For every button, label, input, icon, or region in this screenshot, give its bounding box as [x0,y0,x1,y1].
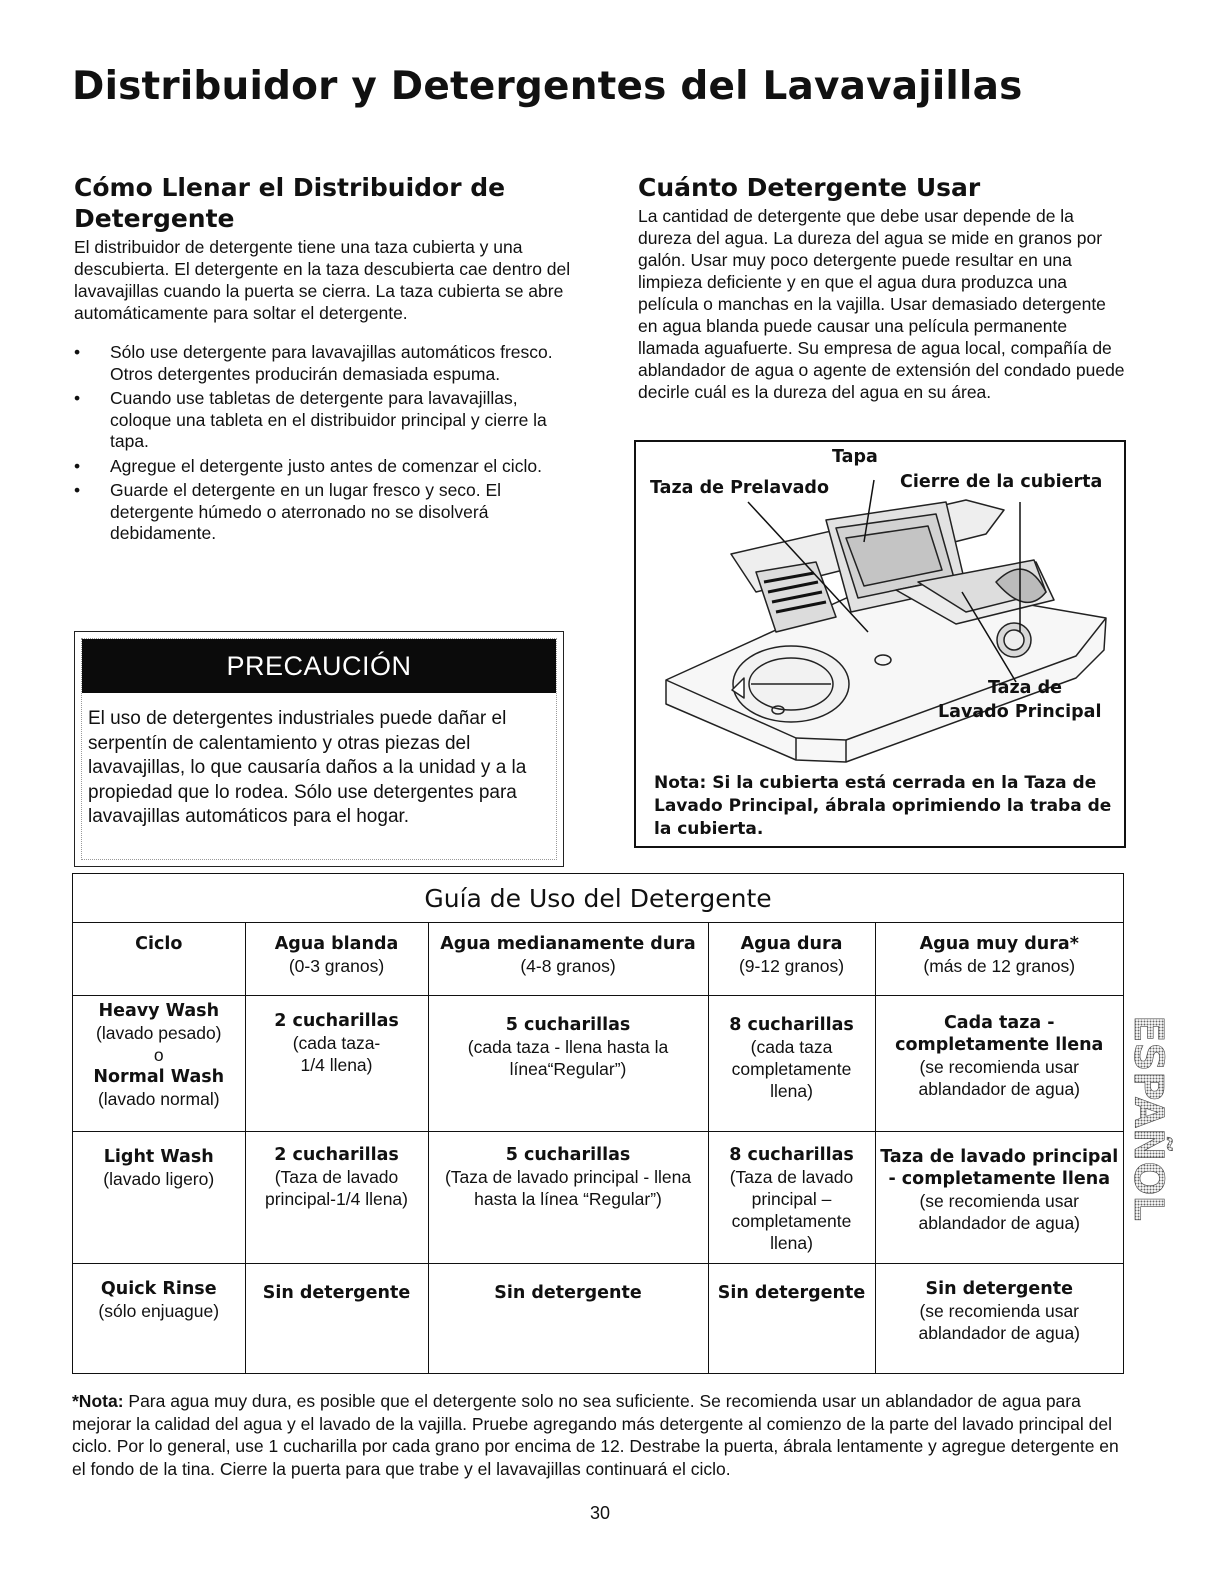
amount-cell [708,1263,875,1373]
header-main: Agua blanda [274,934,399,954]
cycle-desc: (lavado ligero) [103,1168,215,1189]
figure-note: Nota: Si la cubierta está cerrada en la Taza de Lavado Principal, ábrala oprimiendo la traba de la cubierta. [654,773,1112,839]
amount-main: 8 cucharillas [729,1014,854,1035]
caution-header: PRECAUCIÓN [82,639,556,693]
footnote-text: Para agua muy dura, es posible que el detergente solo no sea suficiente. Se recomienda usar un ablandador de agua para mejorar la calidad del agua y el lavado de la vajilla. Pruebe agregando más detergente al comienzo de la parte del lavado principal del ciclo. Por lo general, use 1 cucharilla por cada grano por encima de 12. Destrabe la puerta, ábrala lentamente y agregue detergente en el fondo de la tina. Cierre la puerta para que trabe y el lavavajillas continuará el ciclo. [72,1391,1119,1479]
amount-main: Sin detergente [262,1282,411,1303]
bullet-item [74,456,574,478]
bullet-item [74,342,574,385]
label-cierre: Cierre de la cubierta [900,472,1103,492]
cycle-cell [73,1131,245,1263]
amount-main: 2 cucharillas [274,1010,399,1031]
amount-cell [245,995,428,1131]
cycle-cell [73,1263,245,1373]
header-cell [428,923,708,995]
bullet-dot: • [74,480,81,500]
cycle-name: Quick Rinse [100,1278,217,1299]
label-prelavado: Taza de Prelavado [650,478,829,498]
amount-main: Sin detergente [494,1282,642,1303]
amount-cell [875,1263,1123,1373]
how-much-section [638,172,1128,403]
header-sub: (9-12 granos) [738,956,845,976]
page-title: Distribuidor y Detergentes del Lavavajillas [72,64,1023,109]
amount-cell [428,1131,708,1263]
amount-cell [708,995,875,1131]
amount-cell [428,1263,708,1373]
fill-dispenser-heading [74,172,574,234]
caution-text: El uso de detergentes industriales puede dañar el serpentín de calentamiento y otras piezas del lavavajillas, lo que causaría daños a la unidad y a la propiedad que lo rodea. Sólo use detergentes para lavavajillas automáticos para el hogar. [88,708,527,827]
label-taza-de: Taza de [988,678,1062,698]
cycle-name: Heavy Wash [98,1000,220,1021]
fill-dispenser-heading-line1: Cómo Llenar el Distribuidor de [74,173,506,202]
footnote-label: *Nota: [72,1391,124,1411]
header-sub: (4-8 granos) [520,956,616,976]
amount-sub: (se recomienda usar ablandador de agua) [918,1056,1081,1099]
side-tab-text: ESPAÑOL [1125,1015,1171,1221]
amount-main: Sin detergente [925,1278,1073,1299]
footnote [72,1390,1132,1480]
how-much-heading: Cuánto Detergente Usar [638,173,981,202]
header-main: Agua medianamente dura [440,934,696,954]
fill-dispenser-bullets [74,342,574,545]
table-row [73,995,1123,1131]
amount-main: Taza de lavado principal - completamente llena [880,1146,1119,1189]
cycle-desc: (lavado normal) [97,1088,220,1109]
header-cell [245,923,428,995]
cycle-desc: (sólo enjuague) [98,1300,220,1321]
cycle-name: Normal Wash [93,1066,225,1087]
table-header-row [73,923,1123,995]
bullet-item [74,480,574,545]
amount-cell [428,995,708,1131]
amount-sub: (cada taza - llena hasta la línea“Regular”) [467,1036,669,1079]
fill-dispenser-heading-line2: Detergente [74,204,235,233]
cycle-or: o [153,1044,164,1065]
bullet-text: Sólo use detergente para lavavajillas automáticos fresco. Otros detergentes producirán demasiada espuma. [110,342,553,384]
cycle-cell [73,995,245,1131]
fill-dispenser-intro: El distribuidor de detergente tiene una taza cubierta y una descubierta. El detergente en la taza descubierta cae dentro del lavavajillas cuando la puerta se cierra. La taza cubierta se abre automáticamente para soltar el detergente. [74,237,571,323]
label-lavado-principal: Lavado Principal [938,702,1102,722]
bullet-dot: • [74,388,81,408]
page-number: 30 [589,1503,611,1523]
amount-cell [245,1131,428,1263]
amount-main: 8 cucharillas [729,1144,854,1165]
header-sub: (0-3 granos) [288,956,385,976]
caution-box [74,631,564,867]
language-side-tab [1125,998,1171,1238]
caution-inner [81,638,557,860]
amount-main: 5 cucharillas [505,1014,631,1035]
bullet-text: Agregue el detergente justo antes de comenzar el ciclo. [110,455,542,476]
how-much-text: La cantidad de detergente que debe usar depende de la dureza del agua. La dureza del agua se mide en granos por galón. Usar muy poco detergente puede resultar en una limpieza deficiente y en que el agua dura produzca una película o manchas en la vajilla. Usar demasiado detergente en agua blanda puede causar una película permanente llamada aguafuerte. Su empresa de agua local, compañía de ablandador de agua o agente de extensión del condado puede decirle cuál es la dureza del agua en su área. [638,206,1125,402]
amount-main: 2 cucharillas [274,1144,399,1165]
amount-main: Cada taza - completamente llena [895,1012,1104,1055]
amount-cell [875,1131,1123,1263]
cycle-desc: (lavado pesado) [96,1022,222,1043]
amount-sub: (Taza de lavado principal - llena hasta la línea “Regular”) [444,1166,692,1209]
bullet-text: Cuando use tabletas de detergente para lavavajillas, coloque una tableta en el distribuidor principal y cierre la tapa. [110,388,547,451]
amount-main: Sin detergente [717,1282,866,1303]
cycle-name: Light Wash [103,1146,214,1167]
amount-sub: (cada taza- 1/4 llena) [292,1032,381,1075]
header-main: Agua muy dura* [919,934,1079,954]
bullet-dot: • [74,455,81,476]
amount-sub: (cada taza completamente llena) [731,1036,852,1101]
bullet-item [74,388,574,453]
header-cell [73,923,245,995]
header-cell [875,923,1123,995]
guide-title: Guía de Uso del Detergente [73,874,1123,923]
fill-dispenser-section [74,172,574,548]
amount-cell [708,1131,875,1263]
amount-sub: (se recomienda usar ablandador de agua) [918,1190,1081,1233]
bullet-text: Guarde el detergente en un lugar fresco y seco. El detergente húmedo o aterronado no se disolverá debidamente. [110,480,502,543]
table-row [73,1131,1123,1263]
guide-table [73,923,1123,1373]
header-sub: (más de 12 granos) [923,956,1076,976]
bullet-dot: • [74,342,81,362]
header-cell [708,923,875,995]
detergent-guide [72,873,1124,1374]
amount-cell [875,995,1123,1131]
header-main: Agua dura [740,934,843,954]
amount-sub: (Taza de lavado principal – completamente llena) [729,1166,854,1253]
amount-main: 5 cucharillas [505,1144,631,1165]
dispenser-figure [634,440,1126,848]
amount-sub: (se recomienda usar ablandador de agua) [918,1300,1081,1343]
amount-sub: (Taza de lavado principal-1/4 llena) [265,1166,408,1209]
amount-cell [245,1263,428,1373]
table-row [73,1263,1123,1373]
label-tapa: Tapa [832,447,878,467]
header-main: Ciclo [135,934,183,954]
